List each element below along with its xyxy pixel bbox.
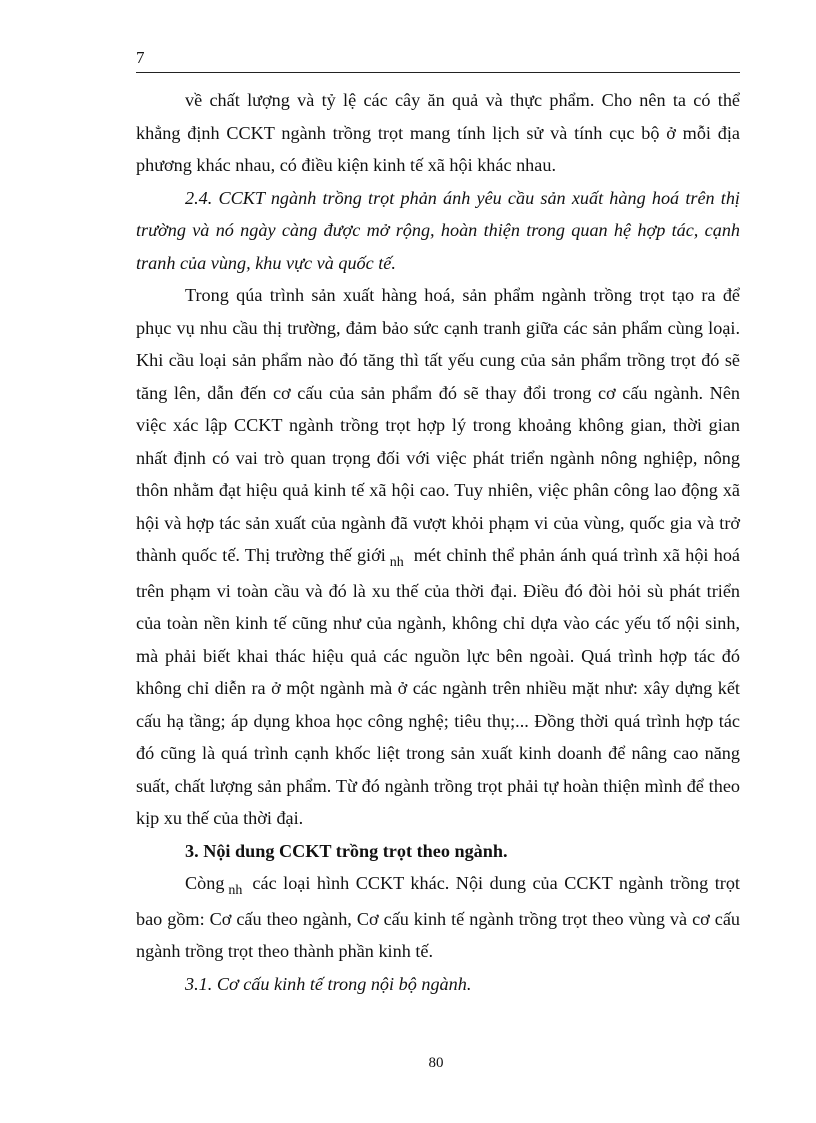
paragraph-content-overview	[136, 867, 740, 968]
section-2-4-heading: 2.4. CCKT ngành trồng trọt phản ánh yêu cầu sản xuất hàng hoá trên thị trường và nó ngày càng được mở rộng, hoàn thiện trong quan hệ hợp tác, cạnh tranh của vùng, khu vực và quốc tế.	[136, 187, 740, 273]
paragraph-text: Trong qúa trình sản xuất hàng hoá, sản phẩm ngành trồng trọt tạo ra để phục vụ nhu cầu thị trường, đảm bảo sức cạnh tranh giữa các sản phẩm cùng loại. Khi cầu loại sản phẩm nào đó tăng thì tất yếu cung của sản phẩm trồng trọt đó sẽ tăng lên, dẫn đến cơ cấu của sản phẩm đó sẽ thay đổi trong cơ cấu ngành. Nên việc xác lập CCKT ngành trồng trọt hợp lý trong khoảng không gian, thời gian nhất định có vai trò quan trọng đối với việc phát triển ngành nông nghiệp, nông thôn nhằm đạt hiệu quả kinh tế xã hội cao. Tuy nhiên, việc phân công lao động xã hội và hợp tác sản xuất của ngành đã vượt khỏi phạm vi của vùng, quốc gia và trở thành quốc tế. Thị trường thế giới	[136, 285, 740, 565]
section-3-1-heading: 3.1. Cơ cấu kinh tế trong nội bộ ngành.	[185, 973, 472, 994]
paragraph-market-production	[136, 279, 740, 835]
header-divider	[136, 72, 740, 73]
section-3-heading: 3. Nội dung CCKT trồng trọt theo ngành.	[185, 840, 508, 861]
paragraph-text: các loại hình CCKT khác. Nội dung của CCKT ngành trồng trọt bao gồm: Cơ cấu theo ngành, Cơ cấu kinh tế ngành trồng trọt theo vùng và cơ cấu ngành trồng trọt theo thành phần kinh tế.	[136, 873, 740, 961]
subscript-fragment: nh	[228, 883, 243, 898]
paragraph-continuation: về chất lượng và tỷ lệ các cây ăn quả và thực phẩm. Cho nên ta có thể khẳng định CCKT ngành trồng trọt mang tính lịch sử và tính cục bộ ở mỗi địa phương khác nhau, có điều kiện kinh tế xã hội khác nhau.	[136, 90, 740, 175]
header-section-number: 7	[136, 48, 145, 67]
paragraph-text: Còng	[185, 873, 225, 893]
page-number: 80	[428, 1055, 444, 1071]
document-body	[136, 84, 740, 1000]
paragraph-text: mét chỉnh thể phản ánh quá trình xã hội hoá trên phạm vi toàn cầu và đó là xu thế của thời đại. Điều đó đòi hỏi sù phát triển của toàn nền kinh tế cũng như của ngành, không chỉ dựa vào các yếu tố nội sinh, mà phải biết khai thác hiệu quả các nguồn lực bên ngoài. Quá trình hợp tác đó không chỉ diễn ra ở một ngành mà ở các ngành trên nhiều mặt như: xây dựng kết cấu hạ tầng; áp dụng khoa học công nghệ; tiêu thụ;... Đồng thời quá trình hợp tác đó cũng là quá trình cạnh khốc liệt trong sản xuất kinh doanh để nâng cao năng suất, chất lượng sản phẩm. Từ đó ngành trồng trọt phải tự hoàn thiện mình để theo kịp xu thế của thời đại.	[136, 545, 741, 828]
subscript-fragment: nh	[389, 555, 404, 570]
